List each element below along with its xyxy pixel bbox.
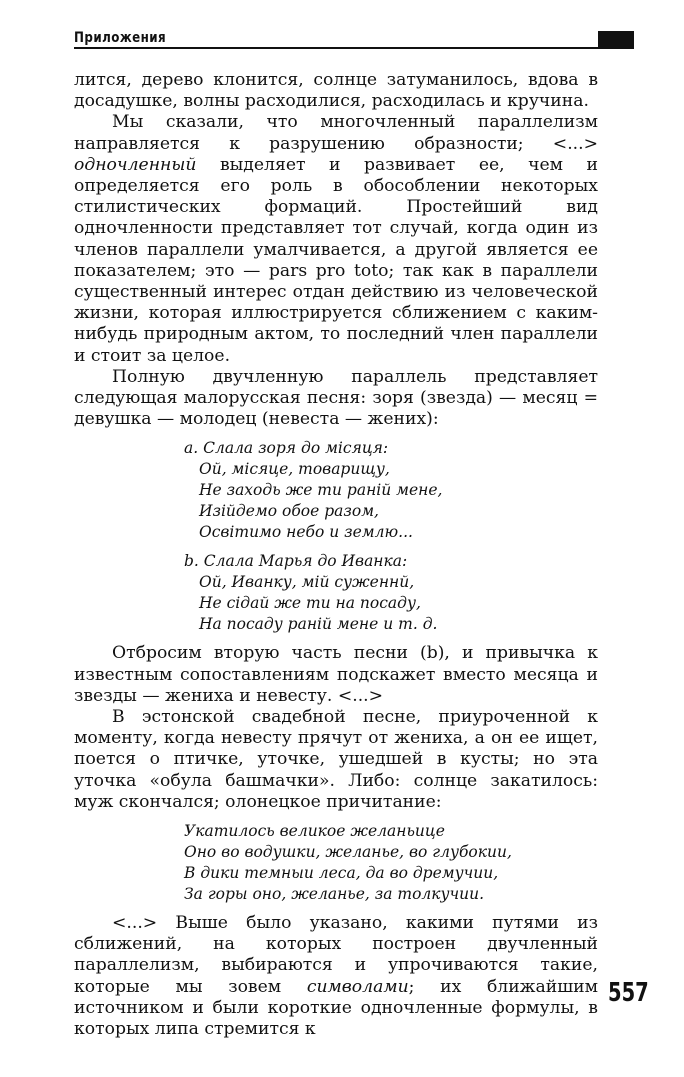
- section-title: Приложения: [74, 30, 167, 46]
- body-text: [74, 70, 598, 1040]
- paragraph: Полную двучленную параллель представляет следующая малорусская песня: зоря (звезда) — месяц = девушка — молодец (невеста — жених):: [74, 366, 598, 430]
- text-run: ; их ближайшим источником и были короткие одночленные формулы, в которых липа стремится к: [74, 976, 598, 1040]
- poem-line: Укатилось великое желаньице: [184, 822, 445, 841]
- paragraph: [74, 112, 598, 366]
- header-rule: [74, 47, 598, 49]
- emphasis-text: символами: [306, 976, 409, 997]
- poem-line: В дики темныи леса, да во дремучии,: [184, 864, 499, 883]
- page-number: 557: [608, 978, 649, 1008]
- poem-line: b. Слала Марья до Иванка:: [184, 552, 408, 571]
- poem-line: a. Слала зоря до місяця:: [184, 439, 389, 458]
- paragraph: лится, дерево клонится, солнце затуманилось, вдова в досадушке, волны расходилися, расходилась и кручина.: [74, 70, 598, 112]
- poem-line: Не заходь же ти раній мене,: [199, 481, 443, 500]
- poem-stanza-b: [74, 551, 598, 635]
- emphasis-text: одночленный: [74, 154, 197, 175]
- poem-stanza-a: [74, 438, 598, 543]
- poem-line: Изійдемо обое разом,: [199, 502, 379, 521]
- running-header: [74, 28, 634, 52]
- poem-line: Не сідай же ти на посаду,: [199, 594, 421, 613]
- paragraph: [74, 913, 598, 1040]
- poem-line: На посаду раній мене и т. д.: [199, 615, 438, 634]
- poem-lament: [74, 821, 598, 905]
- paragraph: Отбросим вторую часть песни (b), и привычка к известным сопоставлениям подскажет вместо месяца и звезды — жениха и невесту. <...>: [74, 643, 598, 706]
- poem-line: Ой, місяце, товарищу,: [199, 460, 390, 479]
- poem-line: Оно во водушки, желанье, во глубокии,: [184, 843, 512, 862]
- paragraph: В эстонской свадебной песне, приуроченной к моменту, когда невесту прячут от жениха, а он ее ищет, поется о птичке, уточке, ушедшей в кусты; но эта уточка «обула башмачки». Либо: солнце закатилось: муж скончался; олонецкое причитание:: [74, 707, 598, 812]
- text-run: <...> Выше было указано, какими путями из сближений, на которых построен двучленный параллелизм, выбираются и упрочиваются такие, которые мы зовем: [74, 913, 598, 997]
- text-run: Мы сказали, что многочленный параллелизм направляется к разрушению образности; <...>: [74, 112, 598, 154]
- poem-line: Ой, Иванку, мій суженнй,: [199, 573, 415, 592]
- poem-line: Освітимо небо и землю...: [199, 523, 413, 542]
- text-run: выделяет и развивает ее, чем и определяется его роль в обособлении некоторых стилистических формаций. Простейший вид одночленности представляет тот случай, когда один из членов параллели умалчивается, а другой является ее показателем; это — pars pro toto; так как в параллели существенный интерес отдан действию из человеческой жизни, которая иллюстрируется сближением с каким-нибудь природным актом, то последний член параллели и стоит за целое.: [74, 154, 598, 366]
- poem-line: За горы оно, желанье, за толкучии.: [184, 885, 485, 904]
- header-block-marker: [598, 31, 634, 49]
